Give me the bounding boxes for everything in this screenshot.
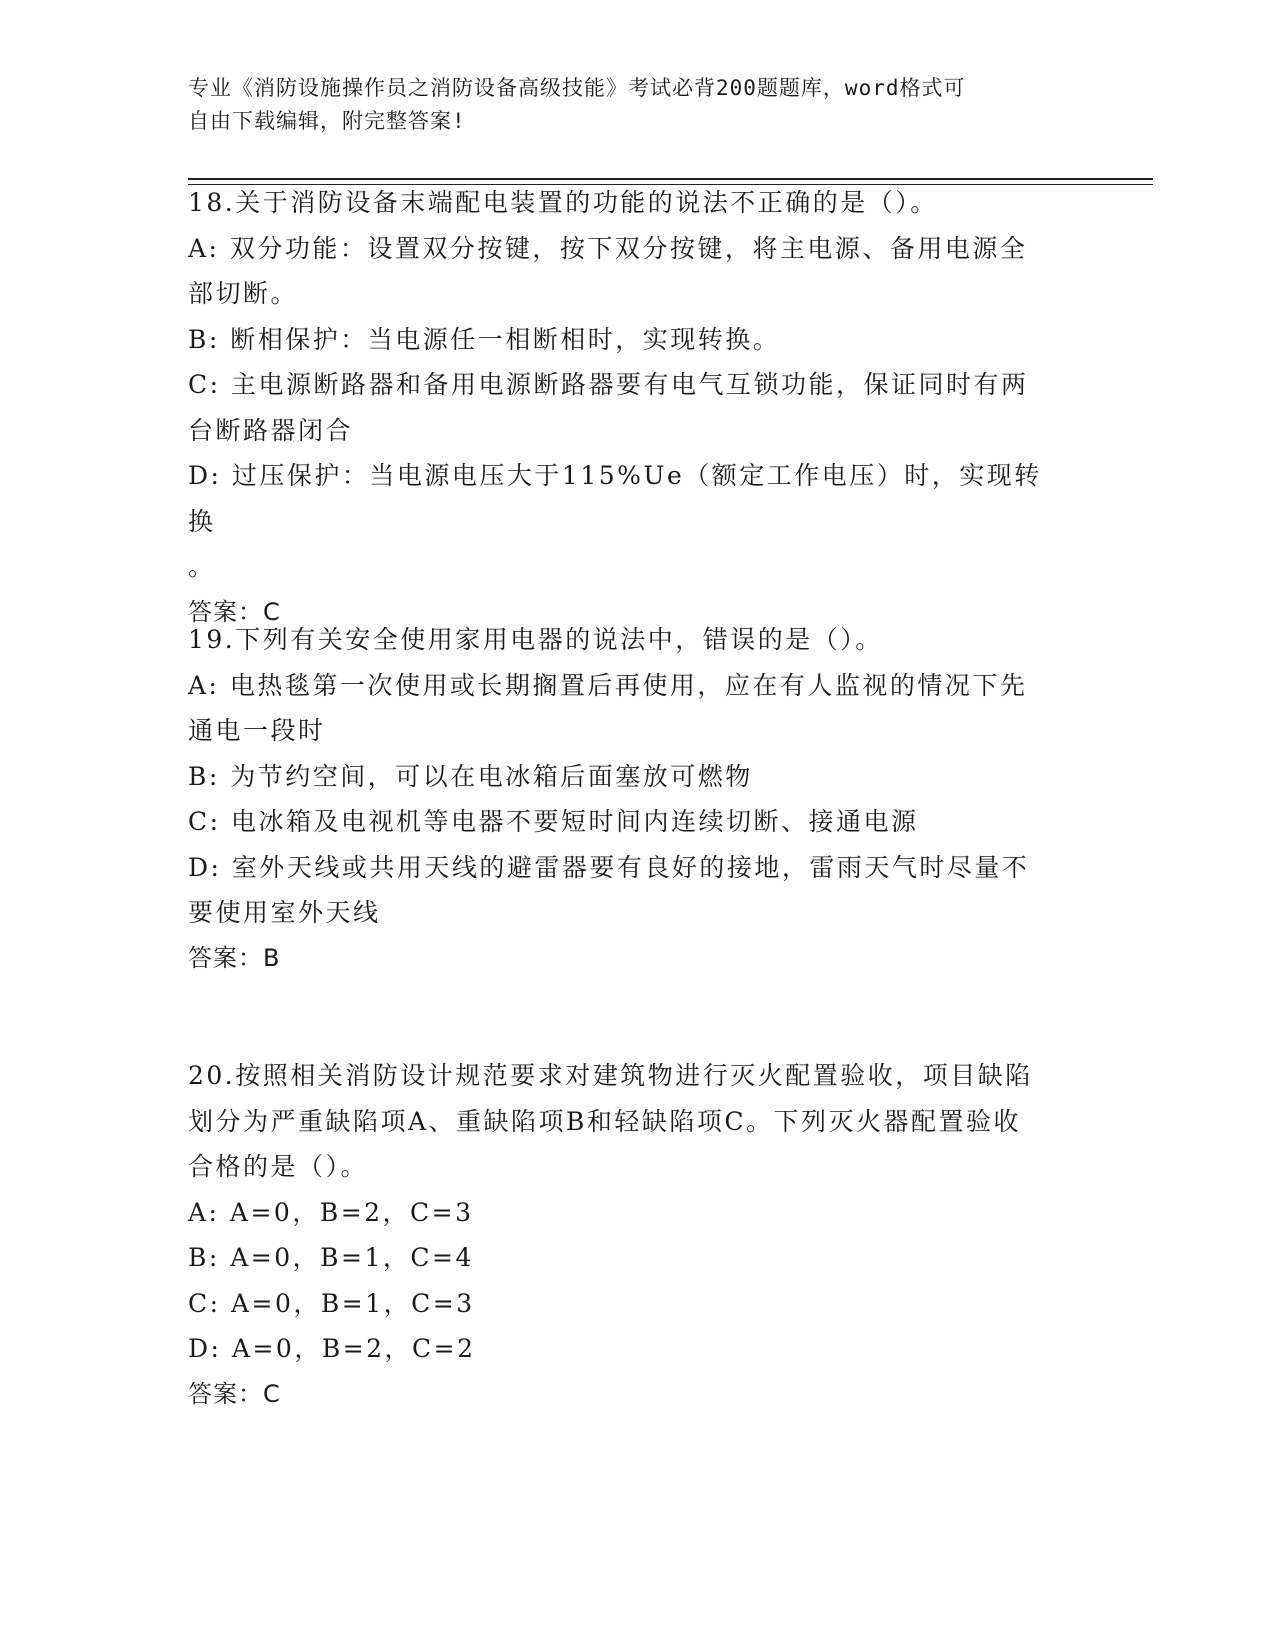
option-c: C: 主电源断路器和备用电源断路器要有电气互锁功能，保证同时有两 台断路器闭合 bbox=[188, 370, 1029, 445]
answer: 答案：B bbox=[188, 943, 281, 972]
header-line-1: 专业《消防设施操作员之消防设备高级技能》考试必背200题题库，word格式可 bbox=[188, 76, 966, 100]
option-c: C: 电冰箱及电视机等电器不要短时间内连续切断、接通电源 bbox=[188, 807, 919, 836]
question-stem: 18.关于消防设备末端配电装置的功能的说法不正确的是（）。 bbox=[188, 188, 938, 217]
answer: 答案：C bbox=[188, 597, 281, 626]
answer: 答案：C bbox=[188, 1379, 281, 1408]
document-header bbox=[188, 72, 1088, 138]
header-line-2: 自由下载编辑，附完整答案! bbox=[188, 109, 466, 133]
option-a: A: 电热毯第一次使用或长期搁置后再使用，应在有人监视的情况下先 通电一段时 bbox=[188, 670, 1028, 745]
option-c: C: A=0，B=1，C=3 bbox=[188, 1288, 475, 1318]
question-19 bbox=[188, 617, 1068, 981]
question-20 bbox=[188, 1053, 1068, 1417]
option-b: B: 为节约空间，可以在电冰箱后面塞放可燃物 bbox=[188, 761, 753, 791]
question-stem: 19.下列有关安全使用家用电器的说法中，错误的是（）。 bbox=[188, 625, 883, 654]
option-a: A: A=0，B=2，C=3 bbox=[188, 1197, 474, 1227]
option-d: D: 过压保护：当电源电压大于115%Ue（额定工作电压）时，实现转换 。 bbox=[188, 461, 1042, 581]
option-b: B: A=0，B=1，C=4 bbox=[188, 1243, 474, 1272]
question-18 bbox=[188, 180, 1068, 635]
option-d: D: 室外天线或共用天线的避雷器要有良好的接地，雷雨天气时尽量不 要使用室外天线 bbox=[188, 852, 1030, 927]
question-stem: 20.按照相关消防设计规范要求对建筑物进行灭火配置验收，项目缺陷 划分为严重缺陷项A、重缺陷项B和轻缺陷项C。下列灭火器配置验收 合格的是（）。 bbox=[188, 1061, 1033, 1181]
option-a: A: 双分功能：设置双分按键，按下双分按键，将主电源、备用电源全 部切断。 bbox=[188, 233, 1028, 308]
option-d: D: A=0，B=2，C=2 bbox=[188, 1334, 476, 1363]
option-b: B: 断相保护：当电源任一相断相时，实现转换。 bbox=[188, 324, 781, 354]
